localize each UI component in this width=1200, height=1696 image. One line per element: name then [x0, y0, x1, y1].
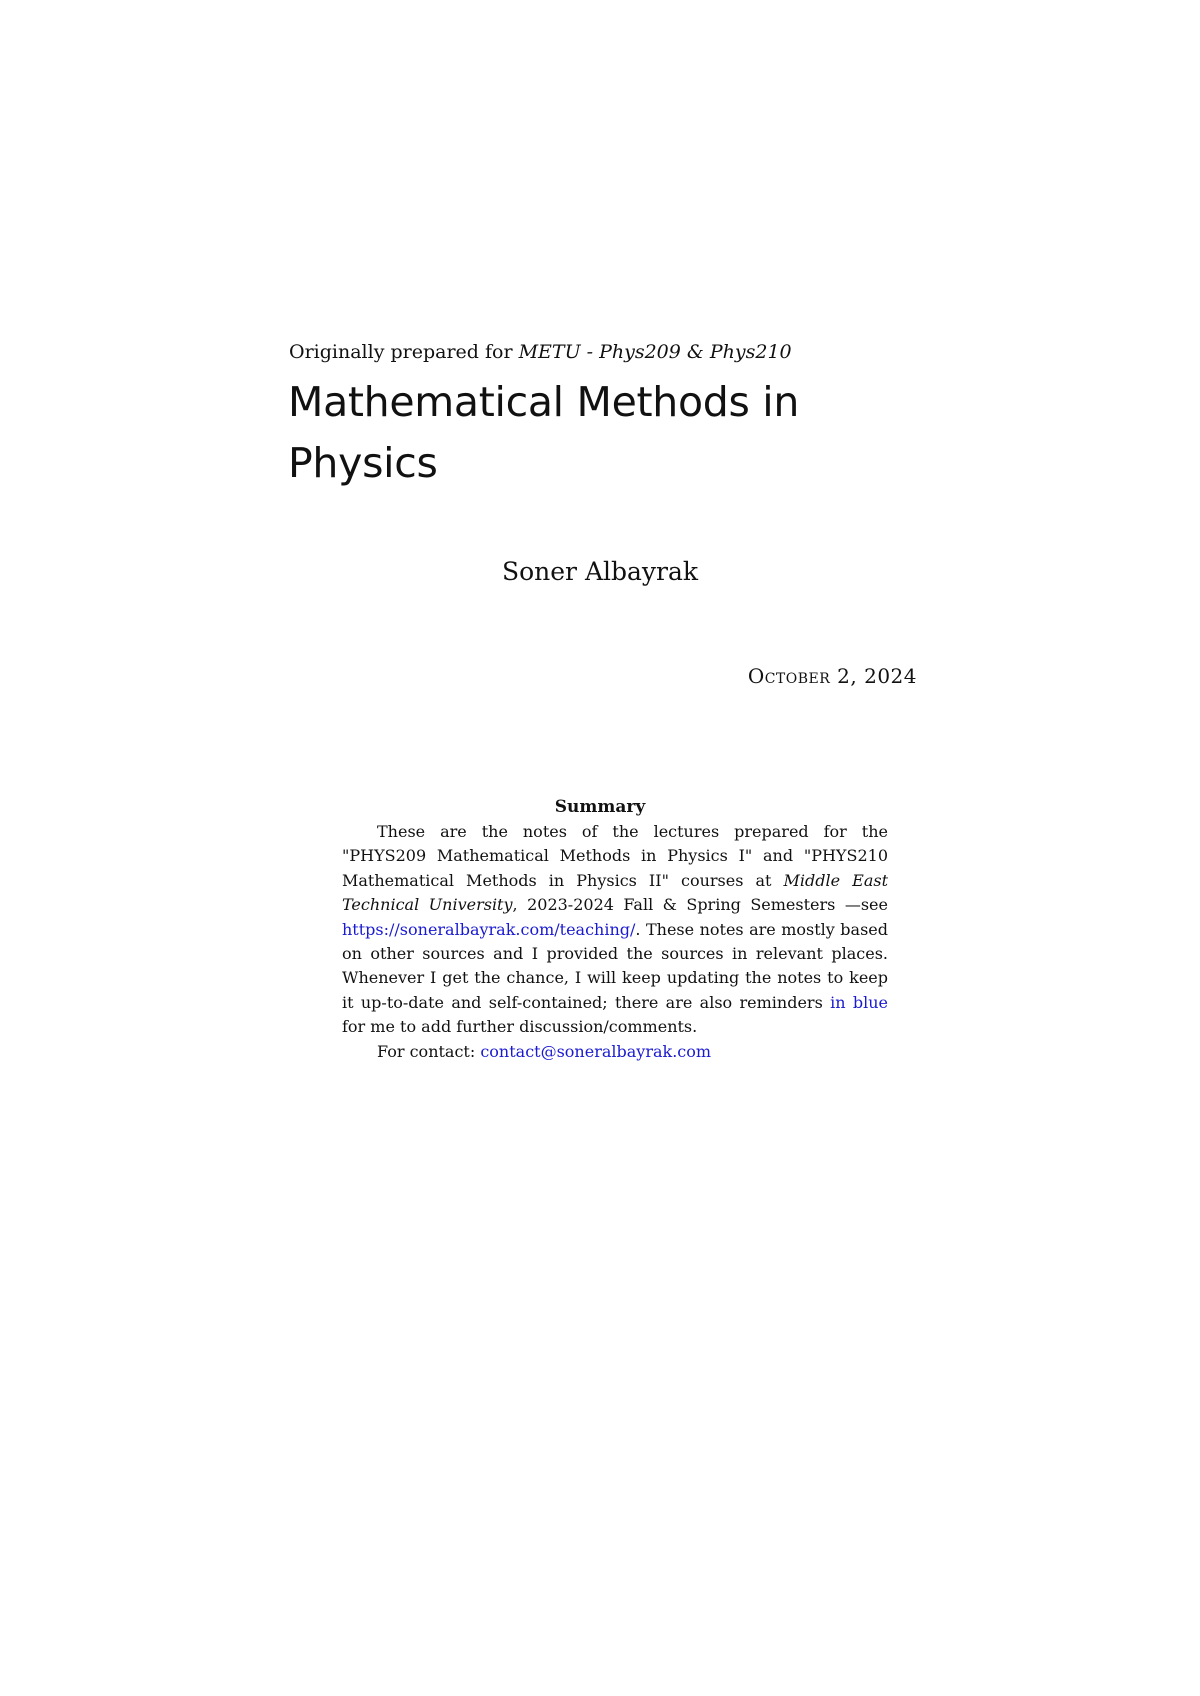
contact-paragraph: [342, 1040, 888, 1064]
title-line-1: Mathematical Methods in: [288, 378, 800, 426]
in-blue-note: in blue: [830, 992, 889, 1012]
summary-paragraph: [342, 820, 888, 1040]
teaching-link[interactable]: https://soneralbayrak.com/teaching/: [342, 919, 636, 939]
document-date: October 2, 2024: [747, 664, 917, 688]
prepared-prefix: Originally prepared for: [289, 341, 519, 363]
summary-heading: Summary: [554, 797, 646, 817]
prepared-course: METU - Phys209 & Phys210: [518, 341, 792, 363]
summary-body: [342, 820, 888, 1064]
author-name: Soner Albayrak: [501, 557, 699, 586]
summary-text-c: . These notes are mostly based on other sources and I provided the sources in relevant places. Whenever I get the chance, I will keep updating the notes to keep it up-to-date and self-contained; there are also reminders: [342, 919, 888, 1012]
title-line-2: Physics: [288, 439, 438, 487]
contact-email-link[interactable]: contact@soneralbayrak.com: [480, 1041, 712, 1061]
summary-text-d: for me to add further discussion/comments.: [342, 1017, 698, 1037]
prepared-for-line: [289, 340, 792, 364]
summary-text-b: , 2023-2024 Fall & Spring Semesters —see: [512, 895, 888, 915]
document-title: [288, 372, 908, 494]
summary-text-a: These are the notes of the lectures prepared for the "PHYS209 Mathematical Methods in Physics I" and "PHYS210 Mathematical Methods in Physics II" courses at: [342, 822, 888, 890]
contact-label: For contact:: [377, 1041, 481, 1061]
university-name: Middle East Technical University: [342, 870, 889, 915]
